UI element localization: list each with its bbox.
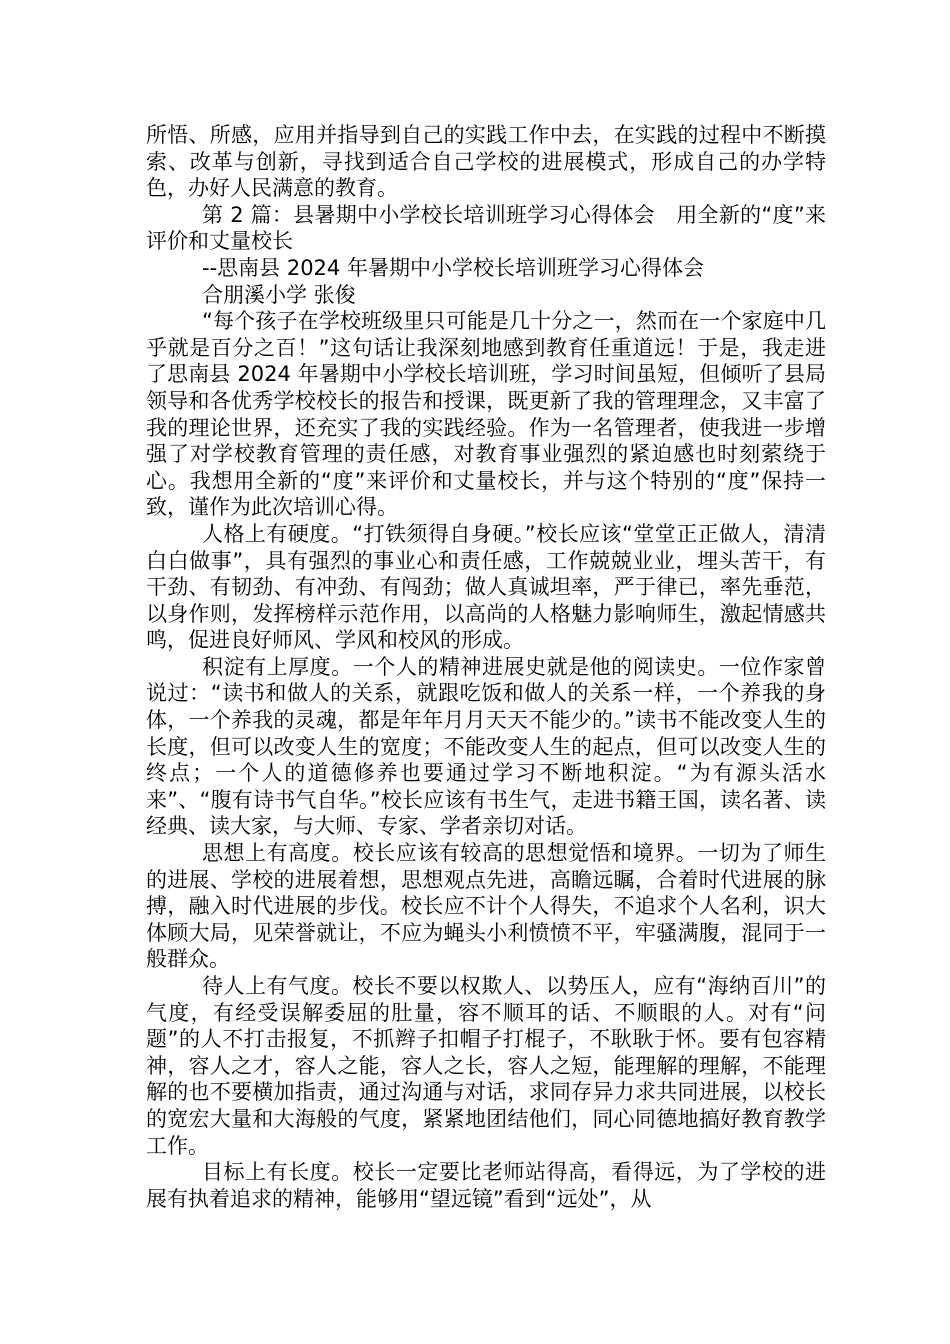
article-author: 合朋溪小学 张俊 — [202, 282, 356, 307]
paragraph-accumulation: 积淀有上厚度。一个人的精神进展史就是他的阅读史。一位作家曾说过：“读书和做人的关系，就跟吃饭和做人的关系一样，一个养我的身体，一个养我的灵魂，都是年年月月天天不能少的。”读书不能改变人生的长度，但可以改变人生的宽度；不能改变人生的起点，但可以改变人生的终点；一个人的道德修养也要通过学习不断地积淀。“为有源头活水来”、“腹有诗书气自华。”校长应该有书生气，走进书籍王国，读名著、读经典、读大家，与大师、专家、学者亲切对话。 — [146, 654, 826, 839]
paragraph-intro-continuation: 所悟、所感，应用并指导到自己的实践工作中去，在实践的过程中不断摸索、改革与创新，寻找到适合自己学校的进展模式，形成自己的办学特色，办好人民满意的教育。 — [146, 123, 826, 201]
paragraph-opening: “每个孩子在学校班级里只可能是几十分之一，然而在一个家庭中几乎就是百分之百！”这句话让我深刻地感到教育任重道远！于是，我走进了思南县 2024 年暑期中小学校长培训班，学习时间虽短，但倾听了县局领导和各优秀学校校长的报告和授课，既更新了我的管理理念，又丰富了我的理论世界，还充实了我的实践经验。作为一名管理者，使我进一步增强了对学校教育管理的责任感，对教育事业强烈的紧迫感也时刻萦绕于心。我想用全新的“度”来评价和丈量校长，并与这个特别的“度”保持一致，谨作为此次培训心得。 — [146, 309, 826, 520]
article-subtitle: --思南县 2024 年暑期中小学校长培训班学习心得体会 — [202, 255, 704, 280]
article-title: 第 2 篇：县暑期中小学校长培训班学习心得体会 用全新的“度”来评价和丈量校长 — [146, 202, 826, 254]
document-body — [146, 122, 826, 1212]
paragraph-personality: 人格上有硬度。“打铁须得自身硬。”校长应该“堂堂正正做人，清清白白做事”，具有强烈的事业心和责任感，工作兢兢业业，埋头苦干，有干劲、有韧劲、有冲劲、有闯劲；做人真诚坦率，严于律已，率先垂范，以身作则，发挥榜样示范作用，以高尚的人格魅力影响师生，激起情感共鸣，促进良好师风、学风和校风的形成。 — [146, 521, 826, 653]
paragraph-goals: 目标上有长度。校长一定要比老师站得高，看得远，为了学校的进展有执着追求的精神，能够用“望远镜”看到“远处”，从 — [146, 1160, 826, 1211]
paragraph-thought: 思想上有高度。校长应该有较高的思想觉悟和境界。一切为了师生的进展、学校的进展着想，思想观点先进，高瞻远瞩，合着时代进展的脉搏，融入时代进展的步伐。校长应不计个人得失，不追求个人名利，识大体顾大局，见荣誉就让，不应为蝇头小利愤愤不平，牢骚满腹，混同于一般群众。 — [146, 841, 826, 972]
paragraph-tolerance: 待人上有气度。校长不要以权欺人、以势压人，应有“海纳百川”的气度，有经受误解委屈的肚量，容不顺耳的话、不顺眼的人。对有“问题”的人不打击报复，不抓辫子扣帽子打棍子，不耿耿于怀。要有包容精神，容人之才，容人之能，容人之长，容人之短，能理解的理解，不能理解的也不要横加指责，通过沟通与对话，求同存异力求共同进展，以校长的宽宏大量和大海般的气度，紧紧地团结他们，同心同德地搞好教育教学工作。 — [146, 974, 826, 1158]
